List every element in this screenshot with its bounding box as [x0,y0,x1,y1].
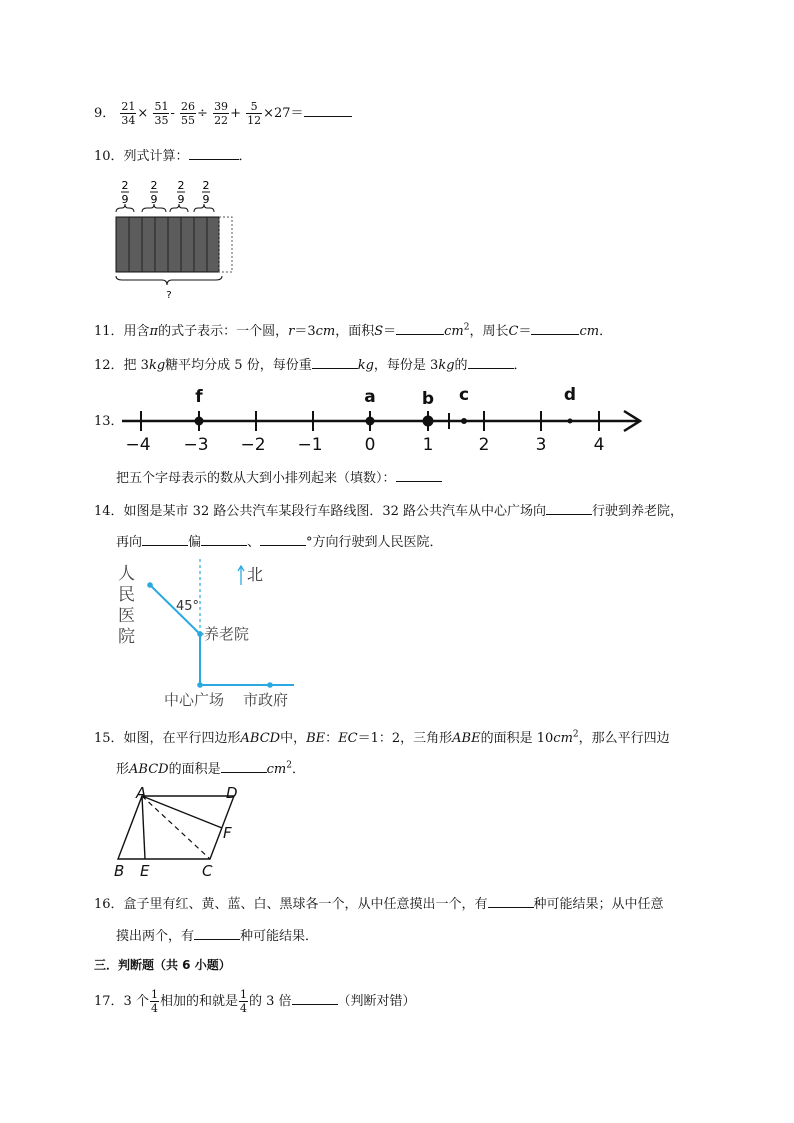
section-heading: 三．判断题（共 6 小题） [94,958,231,972]
svg-text:医: 医 [118,606,135,626]
tick-label: 1 [422,435,434,455]
area-blank[interactable] [396,322,444,335]
svg-text:院: 院 [118,627,135,647]
point-label-f: f [195,387,203,407]
question-9: 9． $\frac{21}{34}$ × $\frac{51}{35}$ - $\frac{26}{55}$ ÷ $\frac{39}{22}$ + $\frac{5}{12}$ ×27＝ [94,100,352,127]
direction-blank[interactable] [142,533,188,546]
question-13-number: 13． [94,414,124,429]
bus-route-map [114,558,304,710]
fraction: $\frac{39}{22}$ [214,100,229,127]
point-letters [195,385,576,409]
question-16-line-2: 摸出两个，有 种可能结果． [116,929,319,944]
svg-text:人: 人 [118,564,135,584]
tick-label: −3 [183,435,209,455]
fraction: $\frac{26}{55}$ [181,100,196,127]
weight-blank[interactable] [312,356,358,369]
question-17: 17．3 个 $\frac{1}{4}$ 相加的和就是 $\frac{1}{4}$ 的 3 倍 （判断对错） [94,988,416,1015]
hospital-point [147,582,153,588]
fraction: $\frac{51}{35}$ [154,100,169,127]
question-12: 12．把 3kg糖平均分成 5 份，每份重 kg，每份是 3kg的 ． [94,358,527,373]
tick-label: 0 [364,435,376,455]
svg-text:F: F [223,824,232,842]
point-label-c: c [458,385,470,405]
question-10: 10．列式计算： ． [94,149,252,164]
answer-blank[interactable] [194,927,240,940]
direction-blank[interactable] [546,502,592,515]
vertex-labels [114,784,238,879]
fraction: $\frac{1}{4}$ [239,988,247,1015]
svg-text:2: 2 [121,179,129,192]
question-15-line-2: 形ABCD的面积是 $cm^2$． [116,760,305,777]
question-mark: ? [166,290,172,301]
svg-text:D: D [226,784,238,802]
point-label-a: a [364,387,376,407]
svg-text:E: E [140,862,150,879]
answer-blank[interactable] [292,992,338,1005]
answer-blank[interactable] [189,147,239,160]
angle-label: 45° [176,599,200,614]
fraction-blank[interactable] [468,356,514,369]
tick-label: 2 [478,435,490,455]
city-hall-point [267,682,273,688]
north-arrow [238,565,263,585]
svg-text:9: 9 [121,193,129,206]
question-14-line-1: 14．如图是某市 32 路公共汽车某段行车路线图．32 路公共汽车从中心广场向 行驶到养老院， [94,504,684,519]
tick-label: 3 [535,435,547,455]
parallelogram-figure [110,784,250,879]
answer-blank[interactable] [396,469,442,482]
question-16-line-1: 16．盒子里有红、黄、蓝、白、黑球各一个，从中任意摸出一个，有 种可能结果；从中任意 [94,897,664,912]
number-line [118,380,650,458]
tick-label: −1 [297,435,323,455]
svg-text:C: C [202,862,213,879]
nursing-home-label: 养老院 [204,625,250,643]
tick-labels [125,435,604,455]
svg-text:9: 9 [202,193,210,206]
answer-blank[interactable] [304,104,352,117]
svg-text:9: 9 [177,193,185,206]
hospital-label [118,564,135,647]
fraction: $\frac{5}{12}$ [247,100,262,127]
perimeter-blank[interactable] [531,322,579,335]
city-hall-label: 市政府 [243,691,289,709]
north-label: 北 [247,565,264,584]
question-11: 11．用含π的式子表示：一个圆，r＝3cm，面积$S= cm^2$，周长C＝ cm． [94,322,613,339]
center-square-label: 中心广场 [164,691,225,709]
question-14-line-2: 再向 偏 、 °方向行驶到人民医院． [116,535,443,550]
svg-text:2: 2 [202,179,210,192]
tick-label: 4 [593,435,605,455]
svg-text:2: 2 [177,179,185,192]
fraction: $\frac{21}{34}$ [121,100,136,127]
brace-labels [121,179,210,206]
answer-blank[interactable] [488,895,534,908]
area-blank[interactable] [221,760,267,773]
direction-blank[interactable] [201,533,247,546]
angle-blank[interactable] [260,533,306,546]
nursing-home-point [197,631,203,637]
center-square-point [197,682,203,688]
fraction-rectangle-figure [112,176,237,304]
point-label-d: d [563,385,577,405]
svg-text:9: 9 [150,193,158,206]
svg-text:2: 2 [150,179,158,192]
fraction: $\frac{1}{4}$ [150,988,158,1015]
tick-label: −4 [125,435,151,455]
question-13-text: 把五个字母表示的数从大到小排列起来（填数）： [116,467,442,486]
point-label-b: b [421,389,435,409]
question-15-line-1: 15．如图，在平行四边形ABCD中，BE：EC＝1：2，三角形ABE的面积是 $10cm^2$，那么平行四边 [94,729,670,746]
tick-label: −2 [240,435,266,455]
svg-text:A: A [136,784,147,802]
svg-text:B: B [114,862,125,879]
svg-text:民: 民 [118,585,135,605]
